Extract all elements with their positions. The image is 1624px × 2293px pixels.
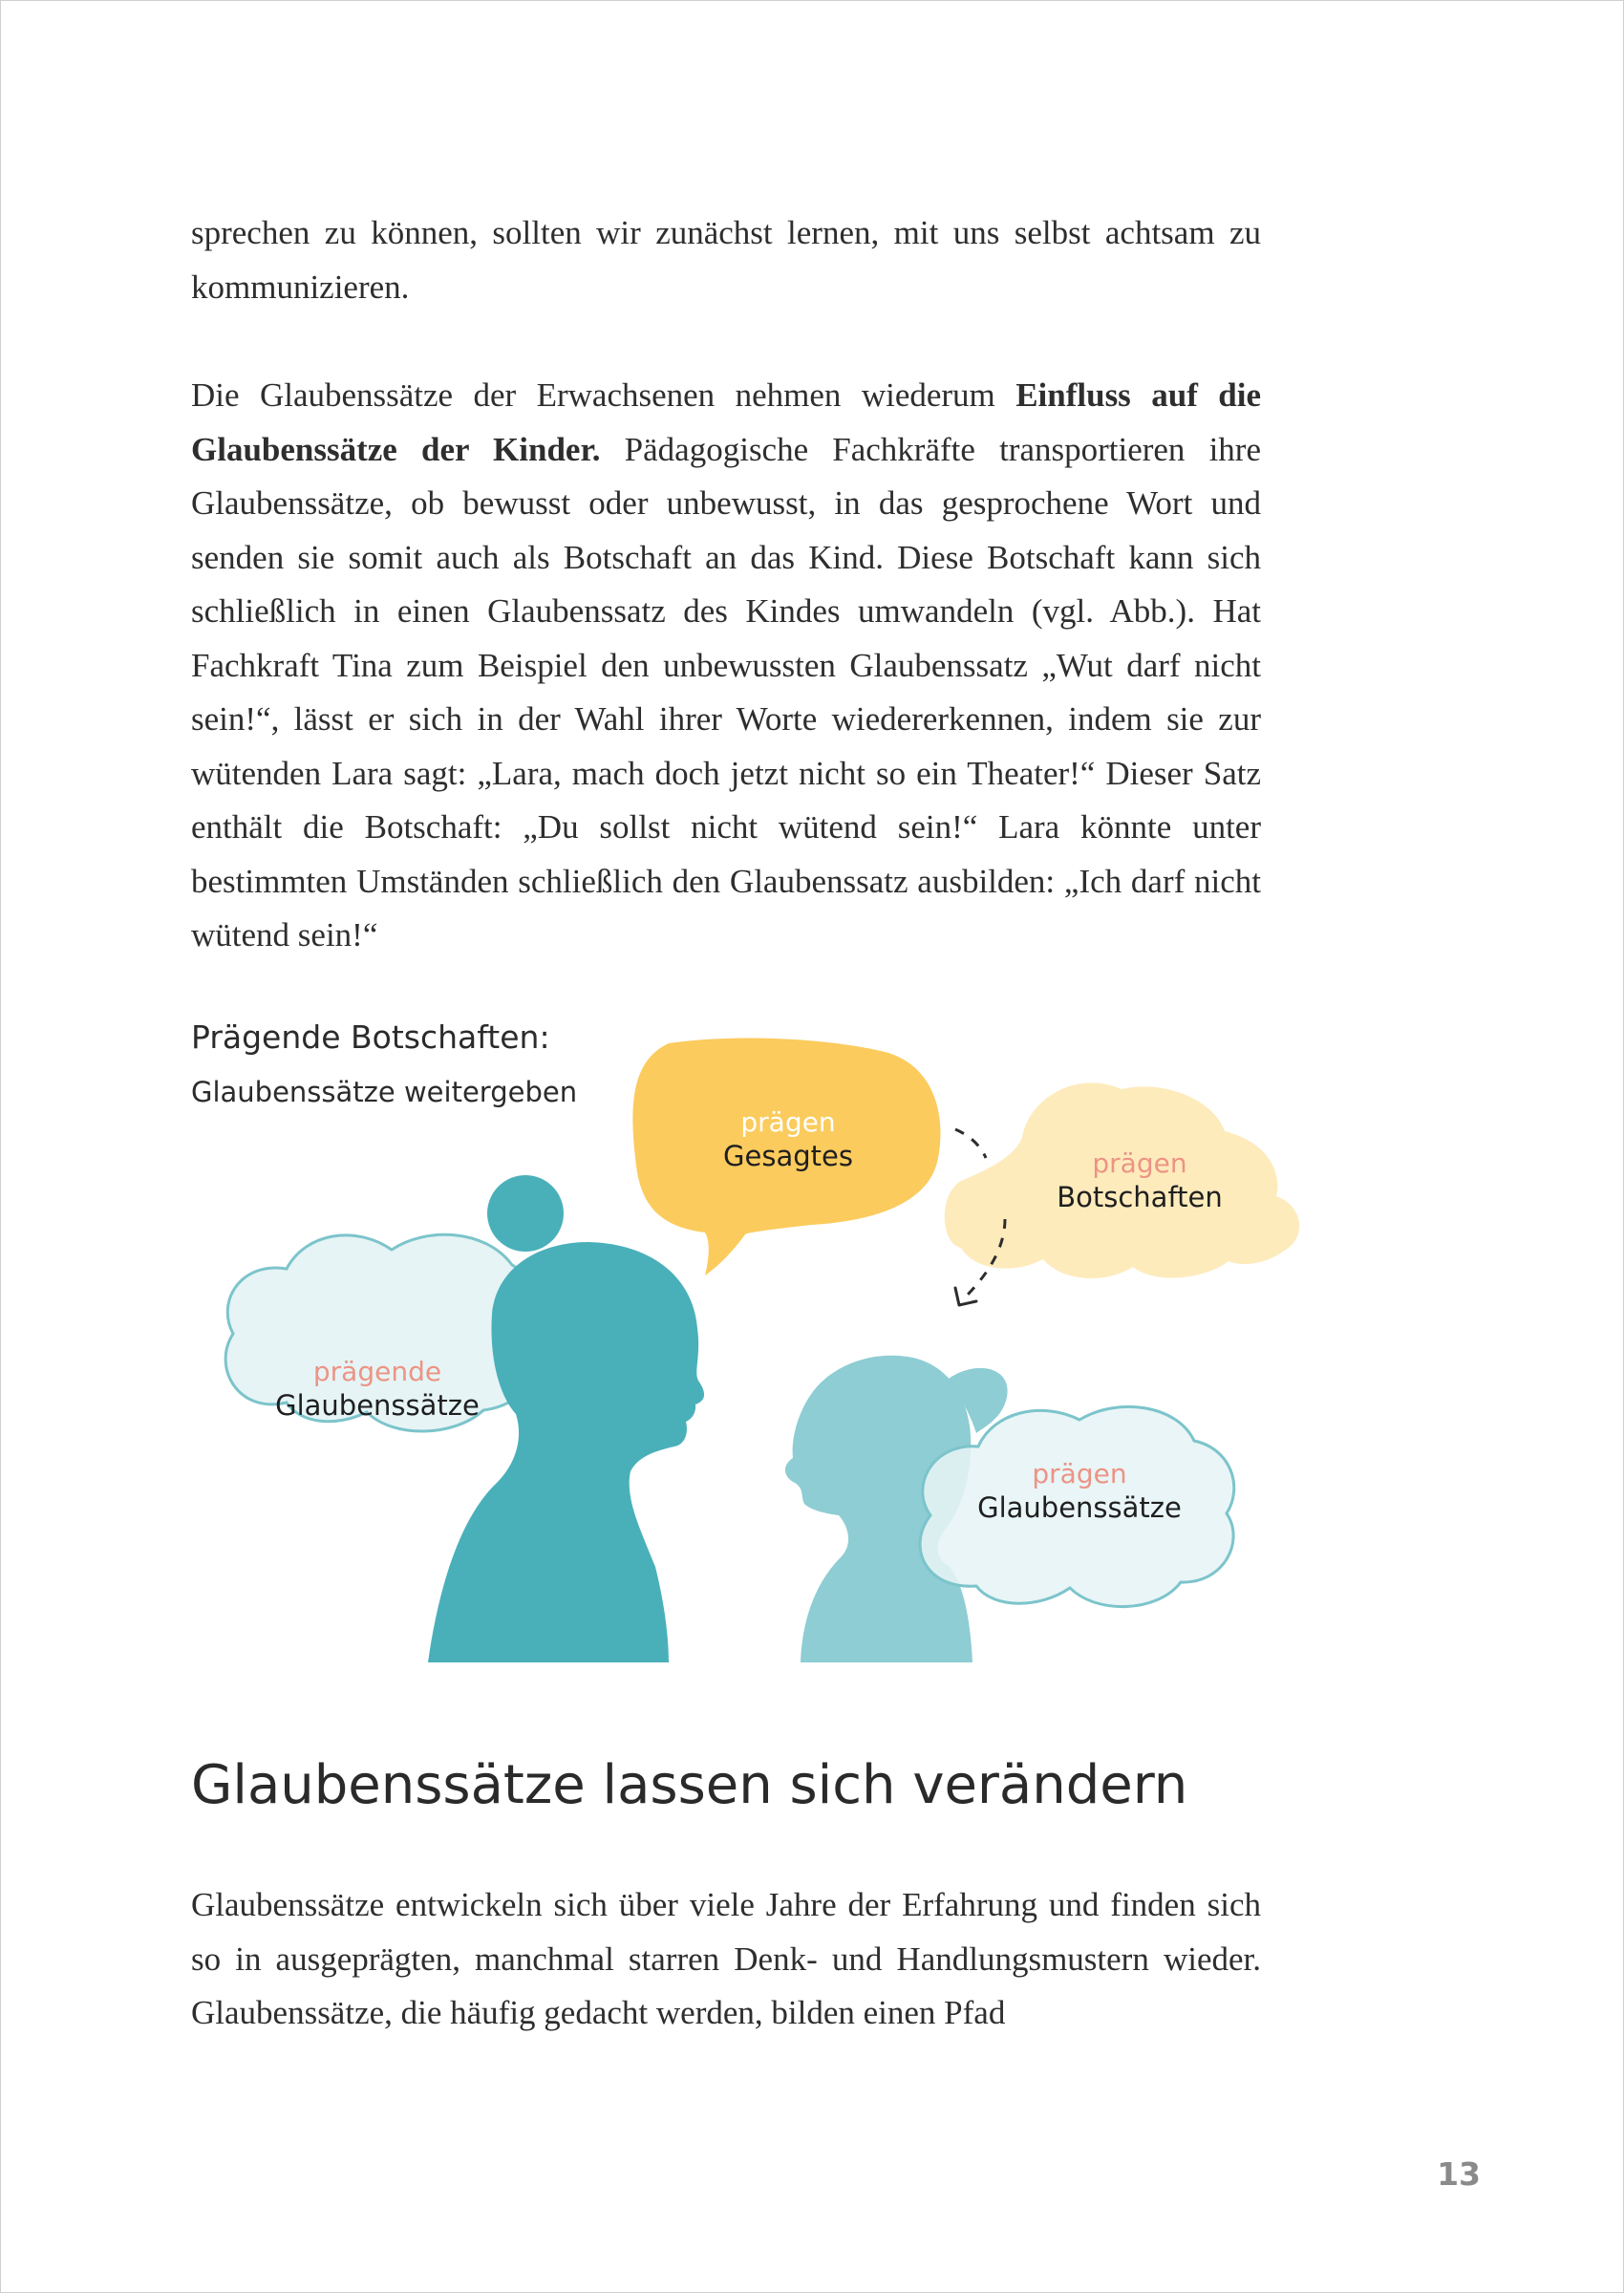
page-number: 13	[1437, 2155, 1481, 2193]
body-paragraph: sprechen zu können, sollten wir zunächst lernen, mit uns selbst achtsam zu kommunizieren.	[191, 214, 1261, 306]
bubble-main-text: Gesagtes	[723, 1140, 853, 1172]
bubble-kicker: prägen	[1032, 1458, 1127, 1489]
bubble-kicker: prägende	[312, 1356, 442, 1387]
bubble-main-text: Botschaften	[1057, 1181, 1223, 1213]
adult-belief-label	[258, 1355, 497, 1423]
dashed-arrow-path	[955, 1129, 986, 1158]
bold-emphasis: Einfluss auf die Glaubenssätze der Kinder.	[191, 376, 1261, 468]
body-paragraph: Glaubenssätze entwickeln sich über viele Jahre der Erfahrung und finden sich so in ausgeprägten, manchmal starren Denk- und Handlungsmustern wieder. Glaubenssätze, die häufig gedacht werden, bilden einen Pfad	[191, 1886, 1261, 2031]
bubble-kicker: prägen	[740, 1106, 836, 1138]
section-heading: Glaubenssätze lassen sich verändern	[191, 1754, 1188, 1816]
message-label	[1020, 1146, 1259, 1214]
bubble-kicker: prägen	[1092, 1147, 1187, 1179]
speech-label	[669, 1105, 908, 1173]
bubble-main-text: Glaubenssätze	[977, 1491, 1182, 1524]
paragraph-text: Die Glaubenssätze der Erwachsenen nehmen wiederum	[191, 376, 1016, 414]
child-belief-label	[960, 1457, 1199, 1525]
figure-caption-subtitle: Glaubenssätze weitergeben	[191, 1076, 578, 1108]
figure-caption-title: Prägende Botschaften:	[191, 1018, 550, 1056]
paragraph-text: Pädagogische Fachkräfte transportieren ihre Glaubenssätze, ob bewusst oder unbewusst, in das gesprochene Wort und senden sie somit auch als Botschaft an das Kind. Diese Botschaft kann sich schließlich in einen Glaubenssatz des Kindes umwandeln (vgl. Abb.). Hat Fachkraft Tina zum Beispiel den unbewussten Glaubenssatz „Wut darf nicht sein!“, lässt er sich in der Wahl ihrer Worte wiedererkennen, indem sie zur wütenden Lara sagt: „Lara, mach doch jetzt nicht so ein Theater!“ Dieser Satz enthält die Botschaft: „Du sollst nicht wütend sein!“ Lara könnte unter bestimmten Umständen schließlich den Glaubenssatz ausbilden: „Ich darf nicht wütend sein!“	[191, 430, 1261, 954]
bubble-main-text: Glaubenssätze	[275, 1389, 480, 1422]
